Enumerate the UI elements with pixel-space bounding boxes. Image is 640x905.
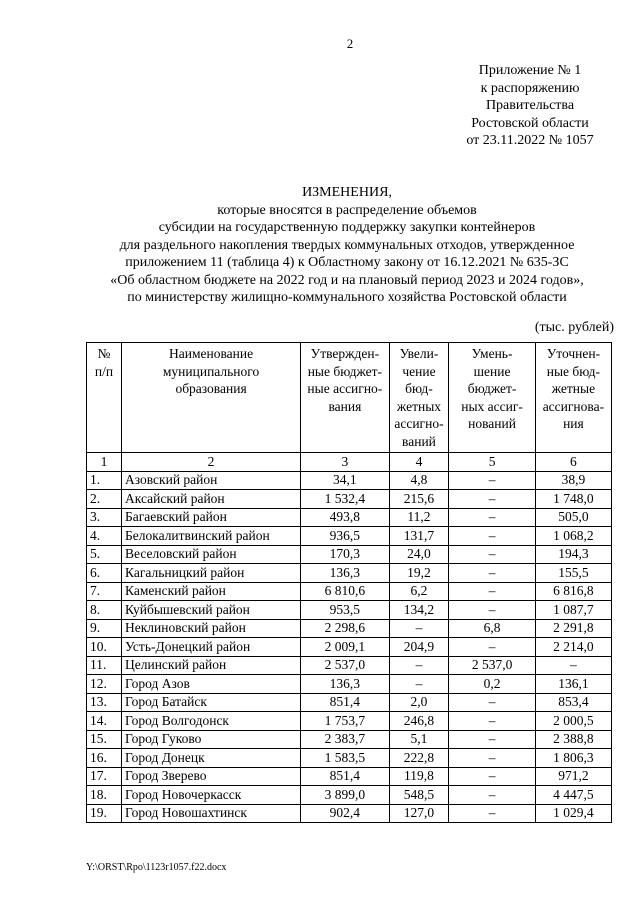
municipality-cell: Аксайский район — [122, 490, 301, 509]
value-cell: 136,3 — [301, 564, 390, 583]
value-cell: 2 291,8 — [535, 619, 611, 638]
row-number-cell: 6. — [87, 564, 122, 583]
row-number-cell: 18. — [87, 786, 122, 805]
header-line: шение — [473, 363, 511, 379]
value-cell: 2 298,6 — [301, 619, 390, 638]
value-cell: 2 214,0 — [535, 638, 611, 657]
value-cell: 1 532,4 — [301, 490, 390, 509]
header-line: жетные — [551, 381, 596, 396]
header-line: ваний — [402, 433, 436, 449]
row-number-cell: 12. — [87, 675, 122, 694]
header-line: нований — [468, 416, 516, 431]
header-line: Наименование — [169, 346, 254, 361]
value-cell: 2 383,7 — [301, 730, 390, 749]
value-cell: 6 816,8 — [535, 582, 611, 601]
header-cell — [87, 343, 122, 453]
column-index-cell: 2 — [122, 453, 301, 472]
value-cell: – — [449, 730, 535, 749]
column-index-cell: 5 — [449, 453, 535, 472]
column-index-cell: 4 — [389, 453, 449, 472]
column-index-cell: 6 — [535, 453, 611, 472]
value-cell: 853,4 — [535, 693, 611, 712]
value-cell: 4 447,5 — [535, 786, 611, 805]
value-cell: 11,2 — [389, 508, 449, 527]
title-line: которые вносятся в распределение объемов — [217, 202, 477, 218]
title-heading: ИЗМЕНЕНИЯ, — [302, 185, 392, 200]
municipality-cell: Кагальницкий район — [122, 564, 301, 583]
header-line: Уточнен- — [546, 346, 601, 361]
annex-line: Приложение № 1 — [478, 63, 582, 78]
municipality-cell: Каменский район — [122, 582, 301, 601]
table-body — [87, 453, 612, 823]
value-cell: 851,4 — [301, 767, 390, 786]
municipality-cell: Азовский район — [122, 471, 301, 490]
value-cell: – — [449, 601, 535, 620]
row-number-cell: 4. — [87, 527, 122, 546]
header-line: ных ассиг- — [461, 398, 523, 414]
header-cell — [535, 343, 611, 453]
header-line: ассигно- — [394, 416, 444, 431]
table-row — [87, 730, 612, 749]
value-cell: – — [449, 638, 535, 657]
municipality-cell: Город Зверево — [122, 767, 301, 786]
table-row — [87, 545, 612, 564]
annex-line: Ростовской области — [471, 115, 589, 131]
row-number-cell: 7. — [87, 582, 122, 601]
page-number: 2 — [346, 36, 354, 51]
header-line: ные бюд- — [546, 363, 601, 379]
municipality-cell: Город Гуково — [122, 730, 301, 749]
header-line: п/п — [94, 363, 114, 379]
header-line: ные бюджет- — [307, 363, 383, 379]
header-line: чение — [402, 363, 436, 379]
column-index-cell: 3 — [301, 453, 390, 472]
header-line: ные ассигно- — [307, 381, 383, 396]
row-number-cell: 8. — [87, 601, 122, 620]
value-cell: 136,1 — [535, 675, 611, 694]
table-row — [87, 471, 612, 490]
value-cell: – — [449, 767, 535, 786]
value-cell: 2 537,0 — [301, 656, 390, 675]
column-index-row — [87, 453, 612, 472]
value-cell: 971,2 — [535, 767, 611, 786]
annex-block — [430, 62, 630, 150]
value-cell: 2 009,1 — [301, 638, 390, 657]
table-row — [87, 693, 612, 712]
value-cell: 953,5 — [301, 601, 390, 620]
value-cell: – — [389, 619, 449, 638]
value-cell: 548,5 — [389, 786, 449, 805]
municipality-cell: Город Азов — [122, 675, 301, 694]
title-line: приложением 11 (таблица 4) к Областному закону от 16.12.2021 № 635-ЗС — [125, 255, 569, 270]
row-number-cell: 13. — [87, 693, 122, 712]
value-cell: 1 087,7 — [535, 601, 611, 620]
value-cell: 134,2 — [389, 601, 449, 620]
row-number-cell: 5. — [87, 545, 122, 564]
municipality-cell: Город Донецк — [122, 749, 301, 768]
value-cell: 222,8 — [389, 749, 449, 768]
header-line: Утвержден- — [310, 346, 380, 361]
value-cell: 493,8 — [301, 508, 390, 527]
value-cell: 1 029,4 — [535, 804, 611, 823]
value-cell: 131,7 — [389, 527, 449, 546]
document-title — [82, 184, 612, 307]
table-row — [87, 601, 612, 620]
table-row — [87, 749, 612, 768]
municipality-cell: Усть-Донецкий район — [122, 638, 301, 657]
header-line: муниципального — [162, 363, 260, 379]
value-cell: 6,2 — [389, 582, 449, 601]
value-cell: 3 899,0 — [301, 786, 390, 805]
header-line: Умень- — [471, 346, 513, 361]
value-cell: 6,8 — [449, 619, 535, 638]
value-cell: 136,3 — [301, 675, 390, 694]
value-cell: 34,1 — [301, 471, 390, 490]
value-cell: – — [449, 712, 535, 731]
value-cell: – — [535, 656, 611, 675]
row-number-cell: 17. — [87, 767, 122, 786]
annex-line: от 23.11.2022 № 1057 — [466, 133, 594, 148]
header-line: № — [97, 346, 111, 361]
value-cell: 902,4 — [301, 804, 390, 823]
table-row — [87, 712, 612, 731]
value-cell: 119,8 — [389, 767, 449, 786]
value-cell: – — [449, 786, 535, 805]
value-cell: 246,8 — [389, 712, 449, 731]
header-line: ассигнова- — [542, 398, 605, 414]
header-line: бюд- — [405, 381, 433, 396]
row-number-cell: 2. — [87, 490, 122, 509]
table-row — [87, 508, 612, 527]
value-cell: – — [449, 490, 535, 509]
table-row — [87, 582, 612, 601]
municipality-cell: Город Новошахтинск — [122, 804, 301, 823]
value-cell: – — [449, 471, 535, 490]
value-cell: 2 000,5 — [535, 712, 611, 731]
value-cell: 4,8 — [389, 471, 449, 490]
municipality-cell: Багаевский район — [122, 508, 301, 527]
table-row — [87, 675, 612, 694]
row-number-cell: 14. — [87, 712, 122, 731]
table-row — [87, 656, 612, 675]
value-cell: – — [449, 693, 535, 712]
value-cell: 19,2 — [389, 564, 449, 583]
title-line: «Об областном бюджете на 2022 год и на плановый период 2023 и 2024 годов», — [110, 272, 584, 288]
header-cell — [449, 343, 535, 453]
value-cell: 1 806,3 — [535, 749, 611, 768]
value-cell: 215,6 — [389, 490, 449, 509]
municipality-cell: Веселовский район — [122, 545, 301, 564]
table-row — [87, 527, 612, 546]
value-cell: – — [389, 675, 449, 694]
table-row — [87, 619, 612, 638]
header-cell — [389, 343, 449, 453]
value-cell: 6 810,6 — [301, 582, 390, 601]
value-cell: 1 068,2 — [535, 527, 611, 546]
header-line: Увели- — [399, 346, 439, 361]
value-cell: – — [449, 749, 535, 768]
municipality-cell: Город Волгодонск — [122, 712, 301, 731]
municipality-cell: Город Новочеркасск — [122, 786, 301, 805]
value-cell: 936,5 — [301, 527, 390, 546]
value-cell: 1 748,0 — [535, 490, 611, 509]
value-cell: – — [389, 656, 449, 675]
row-number-cell: 19. — [87, 804, 122, 823]
value-cell: 1 583,5 — [301, 749, 390, 768]
header-cell — [122, 343, 301, 453]
table-row — [87, 638, 612, 657]
row-number-cell: 9. — [87, 619, 122, 638]
value-cell: 194,3 — [535, 545, 611, 564]
municipality-cell: Куйбышевский район — [122, 601, 301, 620]
value-cell: 24,0 — [389, 545, 449, 564]
value-cell: 170,3 — [301, 545, 390, 564]
header-line: вания — [328, 398, 362, 414]
municipality-cell: Белокалитвинский район — [122, 527, 301, 546]
value-cell: – — [449, 804, 535, 823]
row-number-cell: 16. — [87, 749, 122, 768]
title-line: для раздельного накопления твердых коммунальных отходов, утвержденное — [119, 237, 575, 253]
table-row — [87, 804, 612, 823]
value-cell: 38,9 — [535, 471, 611, 490]
value-cell: 851,4 — [301, 693, 390, 712]
header-line: образования — [175, 381, 247, 396]
value-cell: 155,5 — [535, 564, 611, 583]
row-number-cell: 3. — [87, 508, 122, 527]
value-cell: 1 753,7 — [301, 712, 390, 731]
value-cell: 2 537,0 — [449, 656, 535, 675]
header-line: ния — [563, 416, 584, 431]
municipality-cell: Город Батайск — [122, 693, 301, 712]
value-cell: – — [449, 527, 535, 546]
units-label: (тыс. рублей) — [534, 320, 614, 335]
value-cell: – — [449, 508, 535, 527]
row-number-cell: 1. — [87, 471, 122, 490]
file-path-footer: Y:\ORST\Rpo\1123r1057.f22.docx — [86, 862, 227, 873]
value-cell: 2,0 — [389, 693, 449, 712]
table-header-row — [87, 343, 612, 453]
value-cell: 204,9 — [389, 638, 449, 657]
value-cell: – — [449, 582, 535, 601]
header-cell — [301, 343, 390, 453]
annex-line: к распоряжению — [480, 80, 580, 96]
value-cell: 0,2 — [449, 675, 535, 694]
municipality-cell: Целинский район — [122, 656, 301, 675]
table-row — [87, 786, 612, 805]
value-cell: 505,0 — [535, 508, 611, 527]
budget-table — [86, 342, 612, 823]
row-number-cell: 11. — [87, 656, 122, 675]
title-line: субсидии на государственную поддержку закупки контейнеров — [158, 220, 536, 235]
value-cell: 127,0 — [389, 804, 449, 823]
header-line: жетных — [396, 398, 442, 414]
value-cell: – — [449, 564, 535, 583]
municipality-cell: Неклиновский район — [122, 619, 301, 638]
annex-line: Правительства — [485, 98, 575, 113]
table-row — [87, 767, 612, 786]
header-line: бюджет- — [467, 381, 517, 396]
row-number-cell: 10. — [87, 638, 122, 657]
column-index-cell: 1 — [87, 453, 122, 472]
value-cell: 2 388,8 — [535, 730, 611, 749]
value-cell: 5,1 — [389, 730, 449, 749]
title-line: по министерству жилищно-коммунального хозяйства Ростовской области — [127, 290, 567, 305]
table-row — [87, 490, 612, 509]
value-cell: – — [449, 545, 535, 564]
row-number-cell: 15. — [87, 730, 122, 749]
table-row — [87, 564, 612, 583]
